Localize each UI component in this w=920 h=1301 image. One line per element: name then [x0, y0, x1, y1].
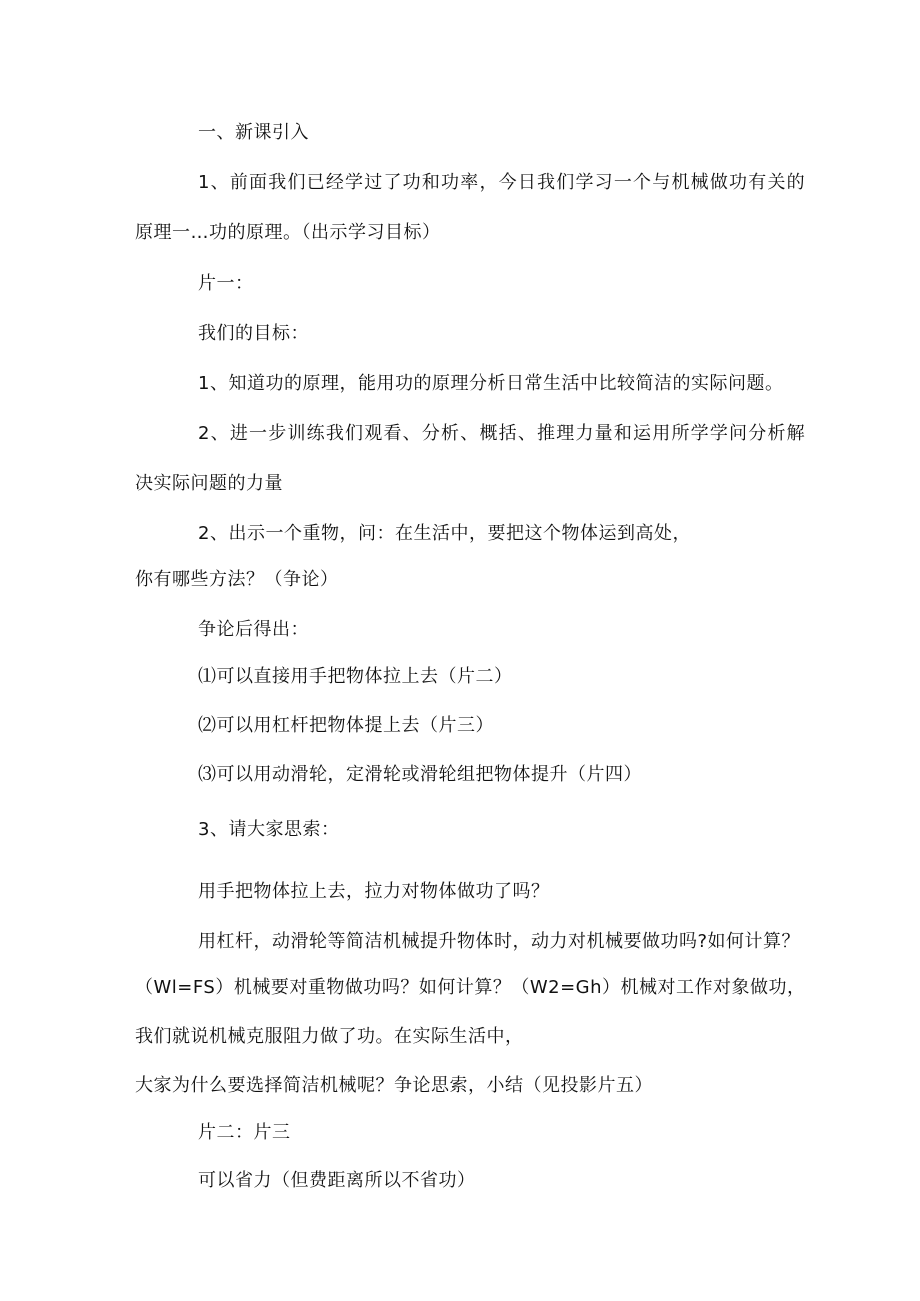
paragraph-line: 3、请大家思索： — [198, 819, 340, 840]
paragraph-line: 片二：片三 — [198, 1122, 291, 1143]
paragraph-line: 2、出示一个重物，问：在生活中，要把这个物体运到高处， — [198, 523, 691, 544]
paragraph-line: （Wl=FS）机械要对重物做功吗？如何计算？（W2=Gh）机械对工作对象做功， — [135, 977, 806, 998]
paragraph-line: 大家为什么要选择简洁机械呢？争论思索，小结（见投影片五） — [135, 1075, 653, 1096]
paragraph-line: 片一： — [198, 273, 254, 294]
paragraph-line: 争论后得出： — [198, 619, 309, 640]
list-item: ⑵可以用杠杆把物体提上去（片三） — [198, 715, 494, 736]
paragraph-line: 决实际问题的力量 — [135, 473, 283, 494]
paragraph-line: 我们就说机械克服阻力做了功。在实际生活中， — [135, 1026, 524, 1047]
list-item: ⑴可以直接用手把物体拉上去（片二） — [198, 666, 513, 687]
paragraph-line: 1、前面我们已经学过了功和功率，今日我们学习一个与机械做功有关的 — [198, 172, 806, 193]
paragraph-line: 可以省力（但费距离所以不省功） — [198, 1170, 476, 1191]
paragraph-line: 用手把物体拉上去，拉力对物体做功了吗？ — [198, 881, 550, 902]
paragraph-line: 1、知道功的原理，能用功的原理分析日常生活中比较简洁的实际问题。 — [198, 373, 784, 394]
paragraph-line: 原理一…功的原理。（出示学习目标） — [135, 222, 441, 243]
list-item: ⑶可以用动滑轮，定滑轮或滑轮组把物体提升（片四） — [198, 764, 642, 785]
paragraph-line: 我们的目标： — [198, 323, 309, 344]
section-heading: 一、新课引入 — [198, 122, 309, 143]
paragraph-line: 用杠杆，动滑轮等简洁机械提升物体时，动力对机械要做功吗?如何计算？ — [198, 931, 801, 952]
paragraph-line: 你有哪些方法？（争论） — [135, 569, 339, 590]
paragraph-line: 2、进一步训练我们观看、分析、概括、推理力量和运用所学学问分析解 — [198, 423, 806, 444]
